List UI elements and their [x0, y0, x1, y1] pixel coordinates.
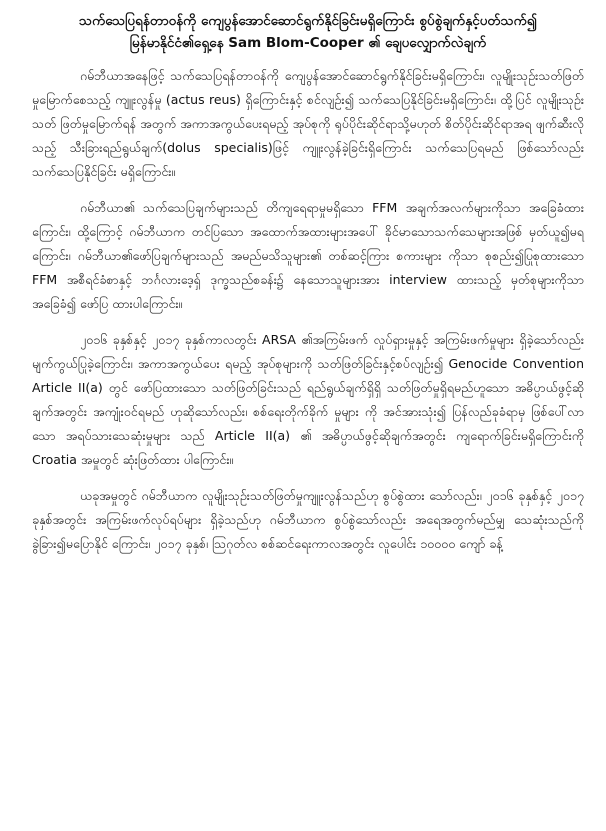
paragraph: ယခုအမှုတွင် ဂမ်ဘီယာက လူမျိုးသုဉ်းသတ်ဖြတ်မှုကျူးလွန်သည်ဟု စွပ်စွဲထား သော်လည်း၊ ၂၀၁၆ ခုနှစ်နှင့် ၂၀၁၇ ခုနှစ်အတွင်း အကြမ်းဖက်လုပ်ရပ်များ ရှိခဲ့သည်ဟု ဂမ်ဘီယာက စွပ်စွဲသော်လည်း အရေအတွက်မည်မျှ သေဆုံးသည်ကို ခွဲခြား၍မပြောနိုင် ကြောင်း၊ ၂၀၁၇ ခုနှစ်၊ ဩဂုတ်လ စစ်ဆင်ရေးကာလအတွင်း လူပေါင်း ၁၀၀၀၀ ကျော် ခန့်	[32, 488, 584, 551]
paragraph: ဂမ်ဘီယာ၏ သက်သေပြချက်များသည် တိကျရေရာမှုမရှိသော FFM အချက်အလက်များကိုသာ အခြေခံထားကြောင်း၊ ထို့ကြောင့် ဂမ်ဘီယာက တင်ပြသော အထောက်အထားများအပေါ် ခိုင်မာသောသက်သေများအဖြစ် မှတ်ယူ၍မရကြောင်း၊ ဂမ်ဘီယာ၏ဖော်ပြချက်များသည် အမည်မသိသူများ၏ တစ်ဆင့်ကြား စကားများ ကိုသာ စုစည်း၍ပြုစုထားသော FFM အစီရင်ခံစာနှင့် ဘင်္ဂလားဒေ့ရှ် ဒုက္ခသည်စခန်း၌ နေသောသူများအား interview ထားသည့် မှတ်စုများကိုသာ အခြေခံ၍ ဖော်ပြ ထားပါကြောင်း။	[32, 200, 584, 311]
paragraph: ဂမ်ဘီယာအနေဖြင့် သက်သေပြရန်တာဝန်ကို ကျေပွန်အောင်ဆောင်ရွက်နိုင်ခြင်းမရှိကြောင်း၊ လူမျိုးသုဉ်းသတ်ဖြတ်မှုမြောက်စေသည့် ကျူးလွန်မှု (actus reus) ရှိကြောင်းနှင့် စင်လျဉ်း၍ သက်သေပြနိုင်ခြင်းမရှိကြောင်း၊ ထို့ပြင် လူမျိုးသုဉ်းသတ် ဖြတ်မှုမြောက်ရန် အတွက် အကာအကွယ်ပေးရမည့် အုပ်စုကို ရုပ်ပိုင်းဆိုင်ရာသို့မဟုတ် စိတ်ပိုင်းဆိုင်ရာအရ ဖျက်ဆီးလိုသည့် သီးခြားရည်ရွယ်ချက်(dolus specialis)ဖြင့် ကျူးလွန်ခဲ့ခြင်းရှိကြောင်း သက်သေပြရမည် ဖြစ်သော်လည်း သက်သေပြနိုင်ခြင်း မရှိကြောင်း။	[32, 68, 584, 179]
paragraph: ၂၀၁၆ ခုနှစ်နှင့် ၂၀၁၇ ခုနှစ်ကာလတွင်း ARSA ၏အကြမ်းဖက် လှုပ်ရှားမှုနှင့် အကြမ်းဖက်မှုများ ရှိခဲ့သော်လည်း မျက်ကွယ်ပြုခဲ့ကြောင်း၊ အကာအကွယ်ပေး ရမည့် အုပ်စုများကို သတ်ဖြတ်ခြင်းနှင့်စပ်လျဉ်း၍ Genocide Convention Article II(a) တွင် ဖော်ပြထားသော သတ်ဖြတ်ခြင်းသည် ရည်ရွယ်ချက်ရှိရှိ သတ်ဖြတ်မှုရှိရမည်ဟူသော အဓိပ္ပာယ်ဖွင့်ဆိုချက်အတွင်း အကျုံးဝင်ရမည် ဟုဆိုသော်လည်း၊ စစ်ရေးတိုက်ခိုက် မှုများ ကို အင်အားသုံး၍ ပြန်လည်ခုခံရာမှ ဖြစ်ပေါ်လာသော အရပ်သားသေဆုံးမှုများ သည် Article II(a) ၏ အဓိပ္ပာယ်ဖွင့်ဆိုချက်အတွင်း ကျရောက်ခြင်းမရှိကြောင်းကို Croatia အမှုတွင် ဆုံးဖြတ်ထား ပါကြောင်း။	[32, 332, 584, 467]
document-title: သက်သေပြရန်တာဝန်ကို ကျေပွန်အောင်ဆောင်ရွက်နိုင်ခြင်းမရှိကြောင်း စွပ်စွဲချက်နှင့်ပတ်သက်၍ မြန်မာနိုင်ငံ၏ရှေ့နေ Sam Blom-Cooper ၏ ချေပလျှောက်လဲချက်	[79, 13, 537, 51]
